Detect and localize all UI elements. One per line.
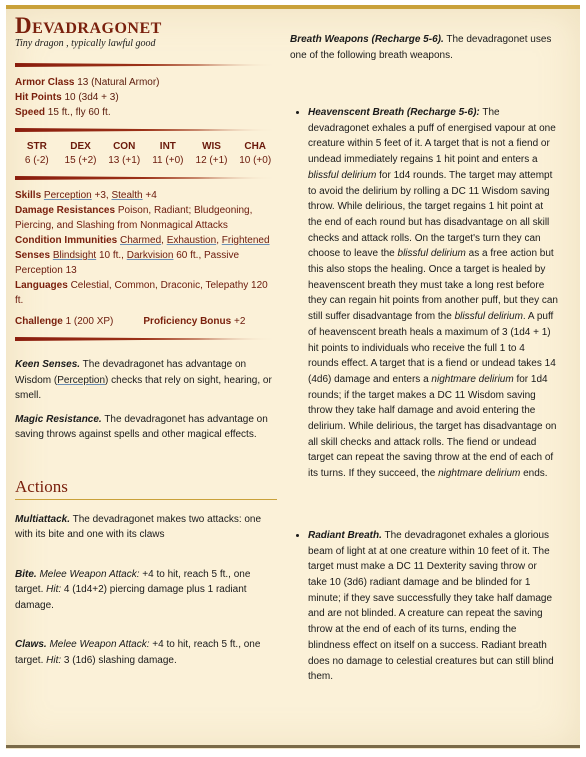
- exhaustion-link[interactable]: Exhaustion: [166, 235, 217, 246]
- monster-subtitle: Tiny dragon , typically lawful good: [15, 38, 156, 49]
- divider: [15, 63, 277, 67]
- actions-heading: Actions: [15, 477, 277, 500]
- ability-wis: WIS 12 (+1): [195, 141, 228, 166]
- page-bottom-border: [6, 745, 580, 748]
- ability-con: CON 13 (+1): [108, 141, 141, 166]
- ability-dex: DEX 15 (+2): [64, 141, 97, 166]
- breath-list: [290, 105, 558, 685]
- darkvision-link[interactable]: Darkvision: [126, 250, 174, 261]
- perception-link[interactable]: Perception: [57, 374, 106, 386]
- divider: [15, 176, 277, 180]
- left-column: [15, 14, 277, 668]
- monster-name: Devadragonet: [15, 13, 162, 38]
- ability-int: INT 11 (+0): [152, 141, 184, 166]
- condition-immunities: Condition Immunities Charmed, Exhaustion, Frightened: [15, 235, 270, 246]
- charmed-link[interactable]: Charmed: [120, 235, 162, 246]
- divider: [15, 337, 277, 341]
- skills: Skills Perception +3, Stealth +4: [15, 190, 157, 201]
- damage-resistances: Damage Resistances Poison, Radiant; Bludgeoning, Piercing, and Slashing from Nonmagical Attacks: [15, 205, 253, 231]
- armor-class: Armor Class 13 (Natural Armor): [15, 77, 160, 88]
- hit-points: Hit Points 10 (3d4 + 3): [15, 92, 119, 103]
- right-column: [290, 32, 558, 685]
- challenge-row: Challenge 1 (200 XP) Proficiency Bonus +2: [15, 316, 246, 327]
- languages: Languages Celestial, Common, Draconic, Telepathy 120 ft.: [15, 280, 268, 306]
- trait-keen-senses: Keen Senses. The devadragonet has advantage on Wisdom (Perception) checks that rely on sight, hearing, or smell.: [15, 359, 272, 401]
- action-claws: Claws. Melee Weapon Attack: +4 to hit, reach 5 ft., one target. Hit: 3 (1d6) slashing damage.: [15, 639, 261, 666]
- ability-scores: [15, 140, 277, 168]
- action-breath-weapons: Breath Weapons (Recharge 5-6). The devadragonet uses one of the following breath weapons.: [290, 34, 552, 61]
- breath-radiant: • Radiant Breath. The devadragonet exhales a glorious beam of light at at one creature within 10 feet of it. The target must make a DC 11 Dexterity saving throw or take 10 (3d6) radiant damage and be blinded for 1 minute; if they save successfully they take half damage and are not blinded. A creature can repeat the saving throw at the end of each of its turns, ending the blindness effect on itself on a success. Radiant breath does no damage to celestial creatures but can still blind them.: [308, 528, 558, 685]
- ability-cha: CHA 10 (+0): [239, 141, 272, 166]
- breath-heavenscent: • Heavenscent Breath (Recharge 5-6): The devadragonet exhales a puff of energised vapour at one creature within 5 feet of it. A target that is not a fiend or undead immediately regains 1 hit point and enters a blissful delirium for 1d4 rounds. The target may attempt to avoid the delirium by rolling a DC 11 Wisdom saving throw. While delirious, the target regains 1 hit point at the end of each round but has disadvantage on all skill checks and attack rolls. On the target's turn they can choose to leave the blissful delirium as a free action but this also stops the healing. Once a target is healed by heavenscent breath they must take a long rest before they can regain hit points from another puff, but they can still suffer disadvantage from the blissful delirium. A puff of heavenscent breath heals a maximum of 3 (1d4 + 1) hit points to individuals who receive the full 1 to 4 rounds effect. A target that is a fiend or undead takes 14 (4d6) damage and enters a nightmare delirium for 1d4 rounds; if the target makes a DC 11 Wisdom saving throw they take half damage and avoid entering the delirium. While delirious, the target has disadvantage on all skill checks and attack rolls. The fiend or undead target can repeat the saving throw at the end of each of its turns. If they succeed, the nightmare delirium ends.: [308, 105, 558, 482]
- divider: [15, 128, 277, 132]
- perception-link[interactable]: Perception: [43, 190, 92, 201]
- action-multiattack: Multiattack. The devadragonet makes two attacks: one with its bite and one with its claws: [15, 513, 262, 540]
- senses: Senses Blindsight 10 ft., Darkvision 60 ft., Passive Perception 13: [15, 250, 240, 276]
- trait-magic-resistance: Magic Resistance. The devadragonet has advantage on saving throws against spells and other magical effects.: [15, 413, 268, 440]
- stealth-link[interactable]: Stealth: [111, 190, 143, 201]
- frightened-link[interactable]: Frightened: [221, 235, 270, 246]
- speed: Speed 15 ft., fly 60 ft.: [15, 107, 111, 118]
- ability-str: STR 6 (-2): [24, 141, 49, 166]
- action-bite: Bite. Melee Weapon Attack: +4 to hit, reach 5 ft., one target. Hit: 4 (1d4+2) piercing damage plus 1 radiant damage.: [15, 568, 251, 611]
- blindsight-link[interactable]: Blindsight: [52, 250, 97, 261]
